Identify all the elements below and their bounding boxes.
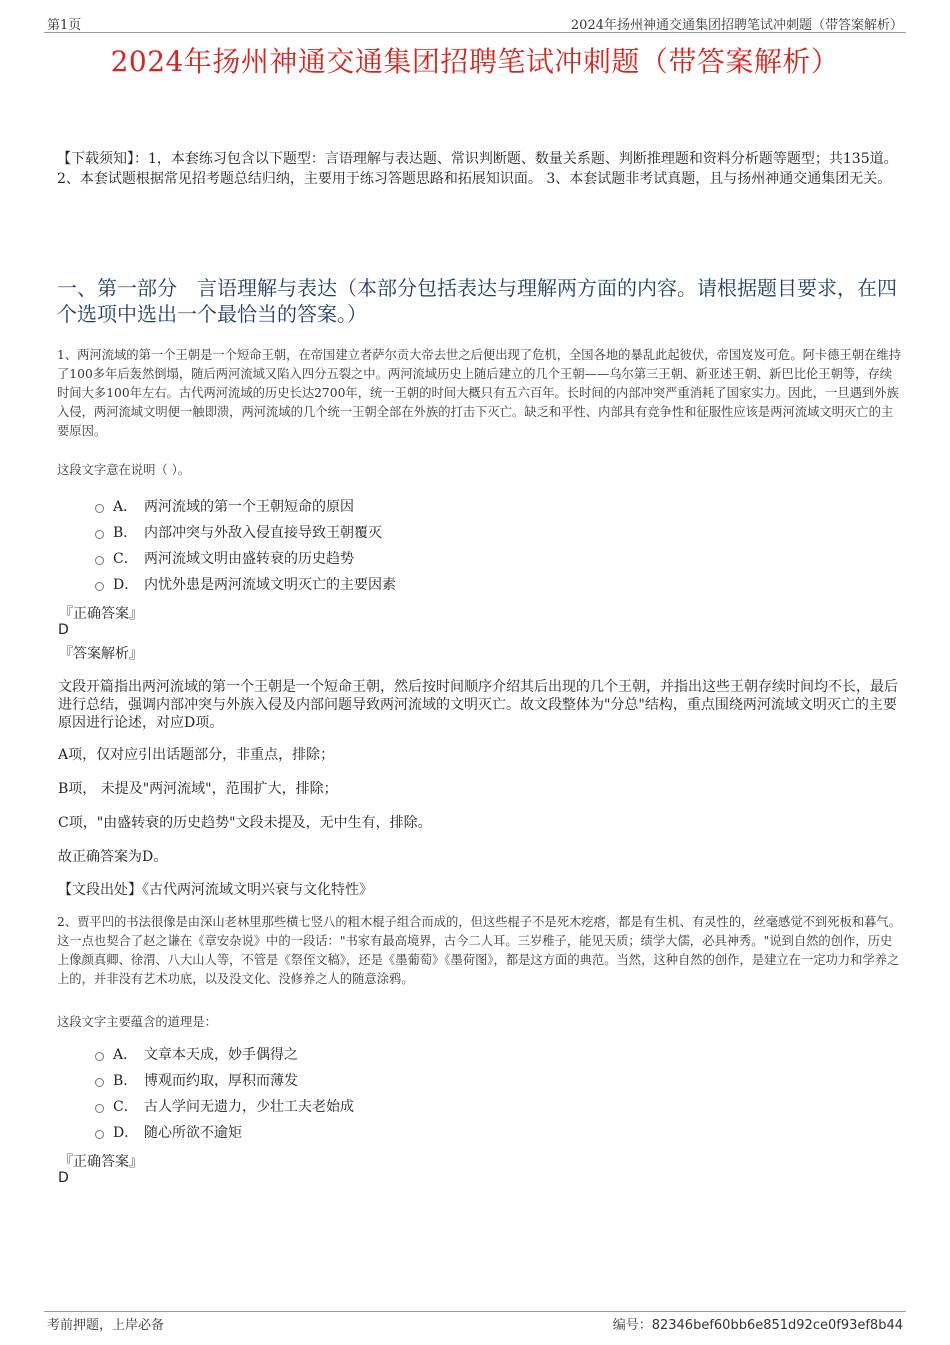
radio-icon[interactable] — [95, 1130, 104, 1139]
question-2-option-c[interactable] — [95, 1093, 354, 1119]
question-1-option-b[interactable] — [95, 519, 396, 545]
option-text: 文章本天成，妙手偶得之 — [144, 1047, 298, 1063]
analysis-note-b: B项， 未提及"两河流域"，范围扩大，排除； — [58, 781, 338, 797]
header-divider — [44, 32, 906, 33]
option-letter: C． — [113, 1099, 138, 1115]
correct-answer-value: D — [58, 622, 69, 638]
option-letter: A． — [113, 1047, 138, 1063]
option-letter: A． — [113, 499, 138, 515]
question-2-stem: 这段文字主要蕴含的道理是： — [57, 1015, 217, 1029]
radio-icon[interactable] — [95, 530, 104, 539]
question-1-option-c[interactable] — [95, 545, 396, 571]
option-letter: D． — [113, 577, 139, 593]
document-title: 2024年扬州神通交通集团招聘笔试冲刺题（带答案解析） — [110, 45, 840, 78]
option-letter: B． — [113, 525, 138, 541]
question-2-options — [95, 1041, 354, 1145]
section-heading: 一、第一部分 言语理解与表达（本部分包括表达与理解两方面的内容。请根据题目要求，在四个选项中选出一个最恰当的答案。） — [57, 276, 897, 326]
option-letter: C． — [113, 551, 138, 567]
serial-label: 编号： — [612, 1318, 652, 1333]
option-text: 两河流域文明由盛转衰的历史趋势 — [144, 551, 354, 567]
option-letter: D． — [113, 1125, 139, 1141]
footer-divider — [44, 1311, 906, 1312]
option-text: 内忧外患是两河流域文明灭亡的主要因素 — [144, 577, 396, 593]
correct-answer-value: D — [58, 1170, 69, 1186]
footer-slogan: 考前押题，上岸必备 — [47, 1318, 165, 1333]
question-1-passage — [57, 346, 902, 441]
option-text: 内部冲突与外敌入侵直接导致王朝覆灭 — [144, 525, 382, 541]
question-1-option-d[interactable] — [95, 571, 396, 597]
radio-icon[interactable] — [95, 1052, 104, 1061]
analysis-note-c: C项，"由盛转衰的历史趋势"文段未提及，无中生有，排除。 — [58, 815, 432, 831]
download-notice: 【下载须知】：1，本套练习包含以下题型：言语理解与表达题、常识判断题、数量关系题、判断推理题和资料分析题等题型；共135道。 2、本套试题根据常见招考题总结归纳，主要用于练习答题思路和拓展知识面。 3、本套试题非考试真题，且与扬州神通交通集团无关。 — [57, 151, 898, 187]
radio-icon[interactable] — [95, 504, 104, 513]
correct-answer-label: 『正确答案』 — [59, 1154, 143, 1170]
question-1-options — [95, 493, 396, 597]
option-text: 随心所欲不逾矩 — [144, 1125, 242, 1141]
question-1-option-a[interactable] — [95, 493, 396, 519]
radio-icon[interactable] — [95, 1104, 104, 1113]
question-2-option-b[interactable] — [95, 1067, 354, 1093]
question-2-passage-text: 2、贾平凹的书法很像是由深山老林里那些横七竖八的粗木棍子组合而成的，但这些棍子不是死木疙瘩，都是有生机、有灵性的，丝毫感觉不到死板和暮气。这一点也契合了赵之谦在《章安杂说》中的一段话："书家有最高境界，古今二人耳。三岁稚子，能见天质；绩学大儒，必具神秀。"说到自然的创作，历史上像颜真卿、徐渭、八大山人等，不管是《祭侄文稿》，还是《墨葡萄》《墨荷图》，都是这方面的典范。当然，这种自然的创作，是建立在一定功力和学养之上的，并非没有艺术功底，以及没文化、没修养之人的随意涂鸦。 — [57, 915, 902, 986]
analysis-text: 文段开篇指出两河流域的第一个王朝是一个短命王朝，然后按时间顺序介绍其后出现的几个王朝，并指出这些王朝存续时间均不长，最后进行总结，强调内部冲突与外族入侵及内部问题导致两河流域的文明灭亡。故文段整体为"分总"结构，重点围绕两河流域文明灭亡的主要原因进行论述，对应D项。 — [58, 679, 898, 731]
footer-serial — [613, 1314, 903, 1333]
question-1-stem: 这段文字意在说明（ ）。 — [57, 463, 191, 477]
radio-icon[interactable] — [95, 1078, 104, 1087]
analysis-conclusion: 故正确答案为D。 — [58, 849, 168, 865]
question-2-passage — [57, 913, 902, 989]
serial-code: 82346bef60bb6e851d92ce0f93ef8b44 — [651, 1318, 903, 1333]
analysis-label: 『答案解析』 — [59, 646, 143, 662]
running-title: 2024年扬州神通交通集团招聘笔试冲刺题（带答案解析） — [570, 18, 903, 33]
option-text: 两河流域的第一个王朝短命的原因 — [144, 499, 354, 515]
question-2-option-a[interactable] — [95, 1041, 354, 1067]
question-1-passage-text: 1、两河流域的第一个王朝是一个短命王朝，在帝国建立者萨尔贡大帝去世之后便出现了危机，全国各地的暴乱此起彼伏，帝国岌岌可危。阿卡德王朝在维持了100多年后轰然倒塌，随后两河流域又陷入四分五裂之中。两河流域历史上随后建立的几个王朝——乌尔第三王朝、新亚述王朝、新巴比伦王朝等，存续时间大多100年左右。古代两河流域的历史长达2700年，统一王朝的时间大概只有五六百年。长时间的内部冲突严重消耗了国家实力。因此，一旦遇到外族入侵，两河流域文明便一触即溃，两河流域的几个统一王朝全部在外族的打击下灭亡。缺乏和平性、内部具有竞争性和征服性应该是两河流域文明灭亡的主要原因。 — [57, 348, 902, 438]
analysis-note-a: A项，仅对应引出话题部分，非重点，排除； — [58, 747, 335, 763]
option-text: 古人学问无遗力，少壮工夫老始成 — [144, 1099, 354, 1115]
option-letter: B． — [113, 1073, 138, 1089]
correct-answer-label: 『正确答案』 — [59, 606, 143, 622]
page-number: 第1页 — [47, 18, 82, 33]
radio-icon[interactable] — [95, 582, 104, 591]
passage-source: 【文段出处】《古代两河流域文明兴衰与文化特性》 — [58, 882, 373, 898]
question-2-option-d[interactable] — [95, 1119, 354, 1145]
radio-icon[interactable] — [95, 556, 104, 565]
option-text: 博观而约取，厚积而薄发 — [144, 1073, 298, 1089]
